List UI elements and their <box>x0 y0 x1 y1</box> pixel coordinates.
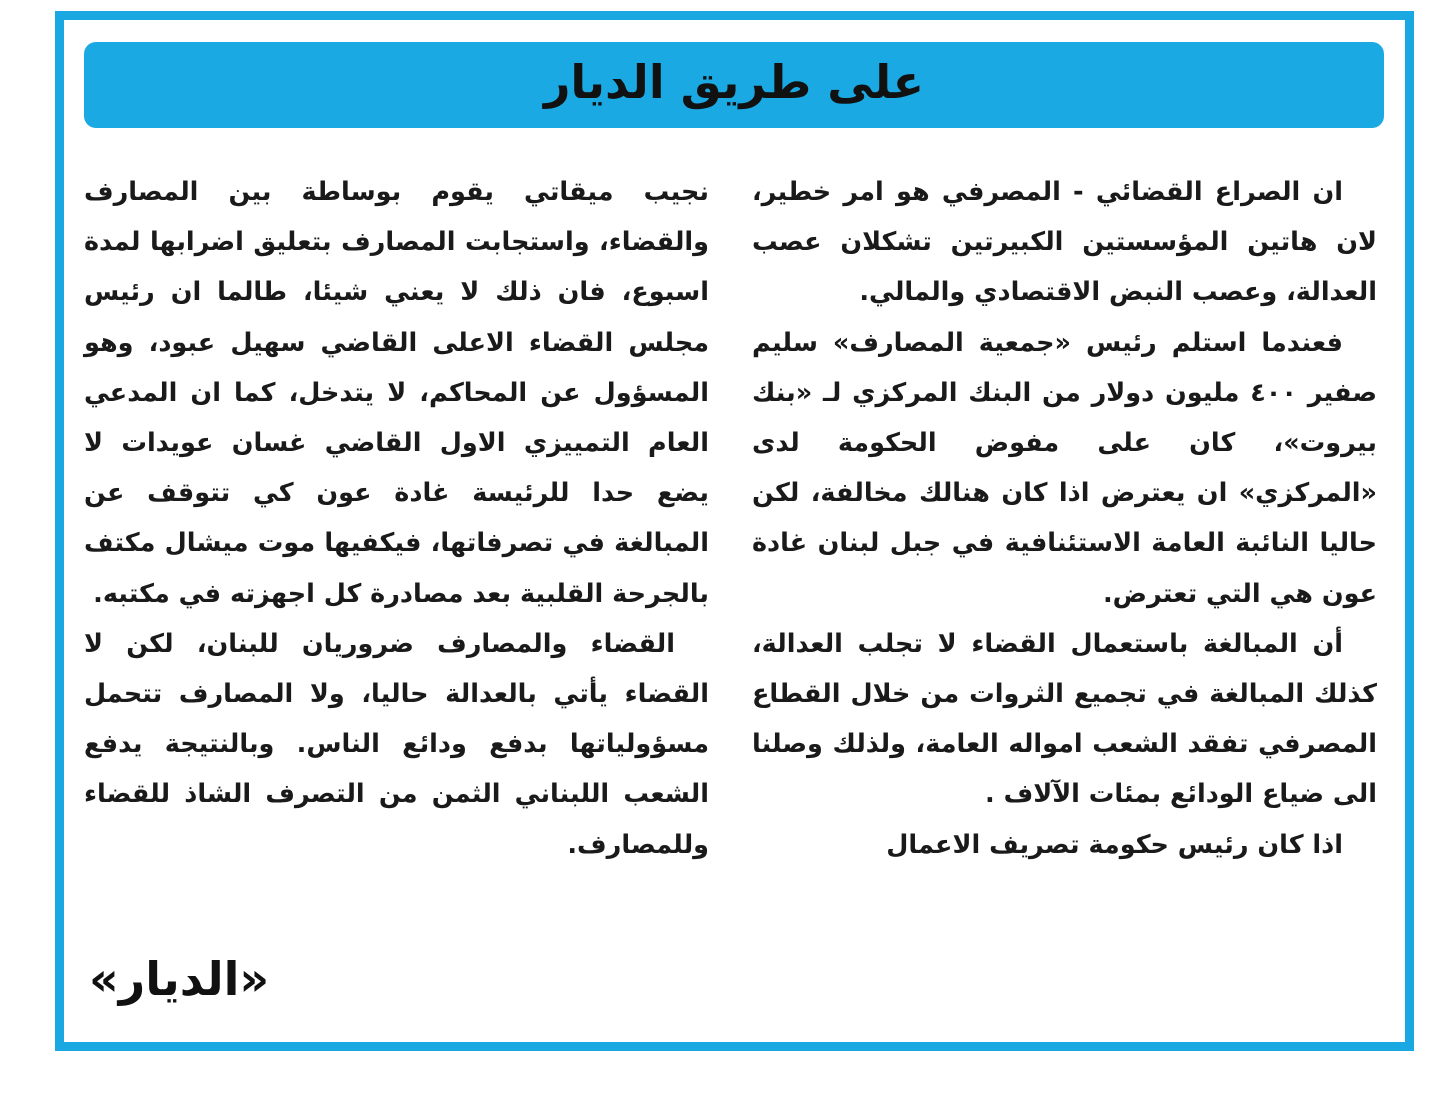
paragraph-left-1: نجيب ميقاتي يقوم بوساطة بين المصارف والقضاء، واستجابت المصارف بتعليق اضرابها لمدة اسبوع، فان ذلك لا يعني شيئا، طالما ان رئيس مجلس القضاء الاعلى القاضي سهيل عبود، وهو المسؤول عن المحاكم، لا يتدخل، كما ان المدعي العام التمييزي الاول القاضي غسان عويدات لا يضع حدا للرئيسة غادة عون كي تتوقف عن المبالغة في تصرفاتها، فيكفيها موت ميشال مكتف بالجرحة القلبية بعد مصادرة كل اجهزته في مكتبه. <box>84 177 709 609</box>
paragraph-left-2: القضاء والمصارف ضروريان للبنان، لكن لا القضاء يأتي بالعدالة حاليا، ولا المصارف تتحمل مسؤولياتها بدفع ودائع الناس. وبالنتيجة يدفع الشعب اللبناني الثمن من التصرف الشاذ للقضاء وللمصارف. <box>84 628 709 860</box>
paragraph-right-2: فعندما استلم رئيس «جمعية المصارف» سليم صفير ٤٠٠ مليون دولار من البنك المركزي لـ «بنك بيروت»، كان على مفوض الحكومة لدى «المركزي» ان يعترض اذا كان هنالك مخالفة، لكن حاليا النائبة العامة الاستئنافية في جبل لبنان غادة عون هي التي تعترض. <box>752 327 1377 609</box>
article-signature: «الديار» <box>89 952 270 1006</box>
title-banner <box>84 42 1384 128</box>
paragraph-right-1: ان الصراع القضائي - المصرفي هو امر خطير، لان هاتين المؤسستين الكبيرتين تشكلان عصب العدالة، وعصب النبض الاقتصادي والمالي. <box>752 177 1377 308</box>
right-column <box>752 167 1377 870</box>
paragraph-right-4: اذا كان رئيس حكومة تصريف الاعمال <box>886 829 1343 860</box>
article-title: على طريق الديار <box>543 55 925 109</box>
article-frame <box>55 11 1414 1051</box>
left-column <box>84 167 709 870</box>
paragraph-right-3: أن المبالغة باستعمال القضاء لا تجلب العدالة، كذلك المبالغة في تجميع الثروات من خلال القطاع المصرفي تفقد الشعب امواله العامة، ولذلك وصلنا الى ضياع الودائع بمئات الآلاف . <box>752 628 1377 810</box>
